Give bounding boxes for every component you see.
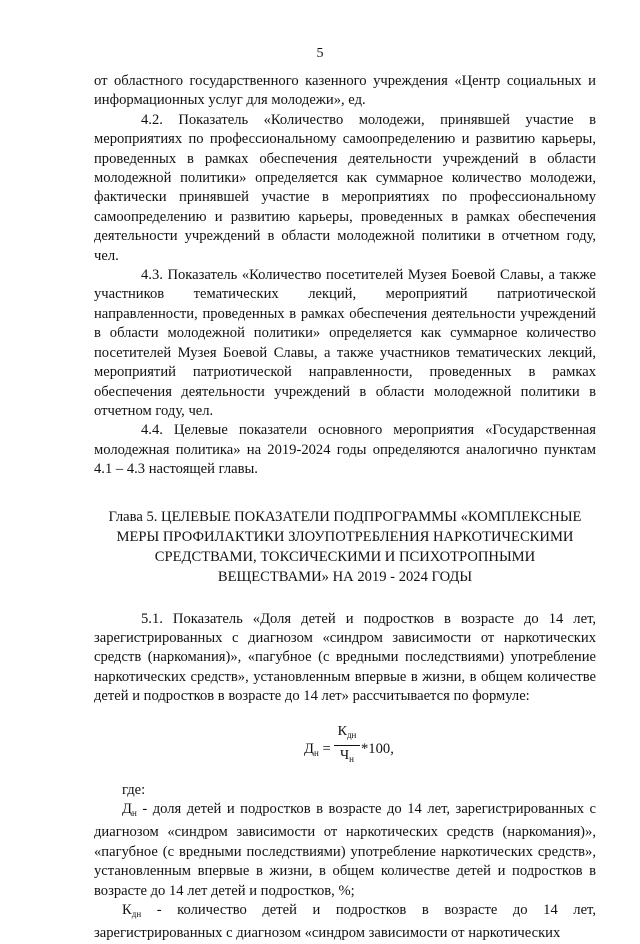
paragraph-4-3: 4.3. Показатель «Количество посетителей Музея Боевой Славы, а также участников тематических лекций, мероприятий патриотической направленности, проведенных в рамках обеспечения деятельности учреждений в области молодежной политики» определяется как суммарное количество посетителей Музея Боевой Славы, а также участников тематических лекций, мероприятий патриотической направленности, проведенных в рамках обеспечения деятельности учреждений в области молодежной политики в отчетном году, чел. [94,267,596,419]
where-label: где: [122,781,146,798]
chapter-heading: Глава 5. ЦЕЛЕВЫЕ ПОКАЗАТЕЛИ ПОДПРОГРАММЫ «КОМПЛЕКСНЫЕ МЕРЫ ПРОФИЛАКТИКИ ЗЛОУПОТРЕБЛЕНИЯ НАРКОТИЧЕСКИМИ СРЕДСТВАМИ, ТОКСИЧЕСКИМИ И ПСИХОТРОПНЫМИ ВЕЩЕСТВАМИ» НА 2019 - 2024 ГОДЫ [108,508,582,585]
formula-fraction [334,723,360,769]
paragraph-4-4: 4.4. Целевые показатели основного мероприятия «Государственная молодежная политика» на 2019-2024 годы определяются аналогично пунктам 4.1 – 4.3 настоящей главы. [94,422,596,478]
formula-numerator: $К_{дн}$ [334,723,360,746]
document-body [94,72,596,944]
page-number: 5 [316,46,324,61]
definition-dn: $Д_н$ - доля детей и подростков в возрасте до 14 лет, зарегистрированных с диагнозом «синдром зависимости от наркотических средств (наркомания)», «пагубное (с вредными последствиями) употребление наркотических средств», установленным впервые в жизни, в общем количестве детей и подростков в возрасте до 14 лет детей и подростков, %; [94,800,596,899]
formula-denominator: $Ч_н$ [340,747,354,764]
definition-kdn: $К_{дн}$ - количество детей и подростков в возрасте до 14 лет, зарегистрированных с диагнозом «синдром зависимости от наркотических [94,902,596,942]
paragraph-continuation: от областного государственного казенного учреждения «Центр социальных и информационных услуг для молодежи», ед. [94,73,596,109]
paragraph-4-2: 4.2. Показатель «Количество молодежи, принявшей участие в мероприятиях по профессиональному самоопределению и развитию карьеры, проведенных в рамках обеспечения деятельности учреждений в области молодежной политики» определяется как суммарное количество молодежи, фактически принявшей участие в мероприятиях по профессиональному самоопределению и развитию карьеры, проведенных в рамках обеспечения деятельности учреждений в области молодежной политики в отчетном году, чел. [94,111,596,264]
paragraph-5-1: 5.1. Показатель «Доля детей и подростков в возрасте до 14 лет, зарегистрированных с диагнозом «синдром зависимости от наркотических средств (наркомания)», «пагубное (с вредными последствиями) употребление наркотических средств», установленным впервые в жизни, в общем количестве детей и подростков в возрасте до 14 лет» рассчитывается по формуле: [94,610,596,705]
formula [94,721,596,775]
formula-multiplier: *100, [361,740,394,757]
formula-lhs: $Д_н$ = [304,740,331,758]
